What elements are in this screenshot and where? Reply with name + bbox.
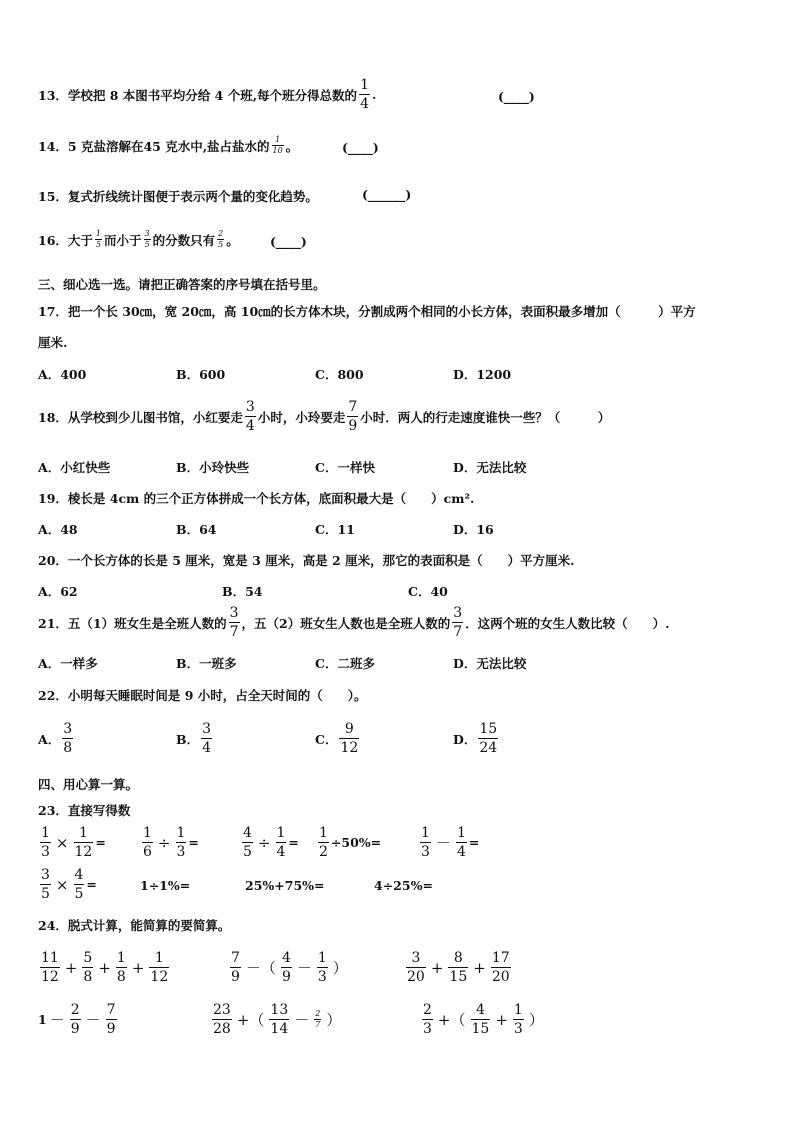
- question-16-text: 的分数只有: [152, 232, 216, 248]
- calc-expression: $\frac{7}{9}$ －（ $\frac{4}{9}$ － $\frac{1}{3}$ ）: [231, 950, 348, 985]
- mental-calc-item: $\frac{1}{3}$ － $\frac{1}{4}$ =: [421, 825, 480, 860]
- mental-calc-item: $\frac{1}{6}$ ÷ $\frac{1}{3}$ =: [143, 825, 199, 860]
- answer-blank-13[interactable]: (____): [498, 89, 535, 104]
- answer-blank-14[interactable]: (____): [342, 140, 379, 155]
- question-15: [38, 187, 318, 205]
- question-14-tail: 。: [285, 138, 299, 154]
- option-b[interactable]: B．64: [176, 522, 217, 537]
- option-c[interactable]: C．11: [315, 522, 355, 537]
- question-16-tail: 。: [226, 232, 239, 248]
- option-b[interactable]: B．一班多: [176, 656, 237, 671]
- fraction: $\frac{3}{4}$: [245, 399, 255, 434]
- mental-calc-item: $\frac{3}{5}$ × $\frac{4}{5}$ =: [41, 867, 97, 902]
- option-d[interactable]: D． $\frac{15}{24}$: [453, 721, 498, 756]
- fraction: $\frac{3}{8}$: [63, 721, 73, 756]
- answer-blank-15[interactable]: (______): [362, 187, 412, 202]
- mental-calc-item: 4÷25%=: [374, 878, 433, 893]
- question-23-title: 23．直接写得数: [38, 803, 131, 818]
- option-c[interactable]: C．二班多: [315, 656, 375, 671]
- option-a[interactable]: A．一样多: [38, 656, 98, 671]
- option-a[interactable]: A． $\frac{3}{8}$: [38, 721, 73, 756]
- fraction: $\frac{1}{4}$: [360, 77, 369, 112]
- question-18-text: 小时，小玲要走: [257, 409, 346, 425]
- option-d[interactable]: D．无法比较: [453, 656, 527, 671]
- fraction: $\frac{1}{5}$: [95, 229, 101, 249]
- option-c[interactable]: C． $\frac{9}{12}$: [315, 721, 359, 756]
- option-a[interactable]: A．48: [38, 522, 78, 537]
- question-14-text: 14．5 克盐溶解在45 克水中,盐占盐水的: [38, 138, 270, 154]
- question-17: 17．把一个长 30㎝，宽 20㎝，高 10㎝的长方体木块，分割成两个相同的小长方体，表面积最多增加（ ）平方: [38, 304, 696, 319]
- option-c[interactable]: C．40: [408, 584, 448, 599]
- fraction: $\frac{7}{9}$: [348, 399, 358, 434]
- question-21-text: ，五（2）班女生人数也是全班人数的: [241, 615, 451, 631]
- question-15-text: 15．复式折线统计图便于表示两个量的变化趋势。: [38, 189, 318, 204]
- question-21-text: 21．五（1）班女生是全班人数的: [38, 615, 227, 631]
- question-16-text: 而小于: [104, 232, 142, 248]
- question-16: [38, 230, 239, 249]
- mental-calc-item: $\frac{4}{5}$ ÷ $\frac{1}{4}$ =: [243, 825, 299, 860]
- answer-blank-16[interactable]: (____): [270, 234, 307, 249]
- fraction: $\frac{3}{5}$: [144, 229, 150, 249]
- option-c[interactable]: C．一样快: [315, 460, 375, 475]
- question-17-line2: 厘米.: [38, 335, 68, 350]
- option-b[interactable]: B．小玲快些: [176, 460, 250, 475]
- option-a[interactable]: A．400: [38, 367, 87, 382]
- question-13-tail: .: [371, 87, 377, 102]
- question-16-text: 16．大于: [38, 232, 93, 248]
- question-18: [38, 400, 610, 433]
- question-13-text: 13．学校把 8 本图书平均分给 4 个班,每个班分得总数的: [38, 87, 358, 103]
- calc-expression: $\frac{3}{20}$ + $\frac{8}{15}$ + $\frac{17}{20}$: [407, 950, 510, 985]
- option-c[interactable]: C．800: [315, 367, 364, 382]
- fraction: $\frac{3}{7}$: [453, 605, 463, 640]
- mental-calc-item: 25%+75%=: [245, 878, 325, 893]
- fraction: $\frac{1}{10}$: [272, 135, 283, 155]
- section-heading-4: 四、用心算一算。: [38, 777, 139, 792]
- mental-calc-item: 1÷1%=: [140, 878, 191, 893]
- calc-expression: $\frac{2}{3}$ +（ $\frac{4}{15}$ + $\frac{1}{3}$ ）: [423, 1002, 544, 1037]
- fraction: $\frac{3}{4}$: [202, 721, 211, 756]
- question-21: [38, 606, 670, 639]
- mental-calc-item: $\frac{1}{3}$ × $\frac{1}{12}$ =: [41, 825, 106, 860]
- question-18-text: 小时．两人的行走速度谁快一些？（ ）: [360, 409, 611, 425]
- calc-expression: 1 － $\frac{2}{9}$ － $\frac{7}{9}$: [38, 1002, 116, 1037]
- option-d[interactable]: D．16: [453, 522, 494, 537]
- question-18-text: 18．从学校到少儿图书馆，小红要走: [38, 409, 243, 425]
- calc-expression: $\frac{11}{12}$ + $\frac{5}{8}$ + $\frac{1}{8}$ + $\frac{1}{12}$: [41, 950, 169, 985]
- option-a[interactable]: A．62: [38, 584, 78, 599]
- question-21-text: ．这两个班的女生人数比较（ ）.: [465, 615, 670, 631]
- option-b[interactable]: B．54: [222, 584, 263, 599]
- question-14: [38, 136, 298, 155]
- option-b[interactable]: B． $\frac{3}{4}$: [176, 721, 211, 756]
- option-a[interactable]: A．小红快些: [38, 460, 111, 475]
- fraction: $\frac{15}{24}$: [479, 721, 498, 756]
- option-d[interactable]: D．1200: [453, 367, 512, 382]
- fraction: $\frac{2}{5}$: [218, 229, 224, 249]
- question-22: 22．小明每天睡眠时间是 9 小时，占全天时间的（ ）。: [38, 688, 367, 703]
- question-13: [38, 78, 376, 111]
- question-20: 20．一个长方体的长是 5 厘米，宽是 3 厘米，高是 2 厘米，那它的表面积是（ ）平方厘米.: [38, 553, 575, 568]
- calc-expression: $\frac{23}{28}$ +（ $\frac{13}{14}$ － $\frac{2}{7}$ ）: [213, 1002, 342, 1037]
- option-b[interactable]: B．600: [176, 367, 226, 382]
- question-19: 19．棱长是 4cm 的三个正方体拼成一个长方体，底面积最大是（ ）cm².: [38, 491, 475, 506]
- question-24-title: 24．脱式计算，能简算的要简算。: [38, 918, 231, 933]
- option-d[interactable]: D．无法比较: [453, 460, 527, 475]
- fraction: $\frac{9}{12}$: [340, 721, 359, 756]
- fraction: $\frac{3}{7}$: [229, 605, 239, 640]
- section-heading-3: 三、细心选一选。请把正确答案的序号填在括号里。: [38, 277, 326, 292]
- mental-calc-item: $\frac{1}{2}$ ÷50%=: [319, 825, 382, 860]
